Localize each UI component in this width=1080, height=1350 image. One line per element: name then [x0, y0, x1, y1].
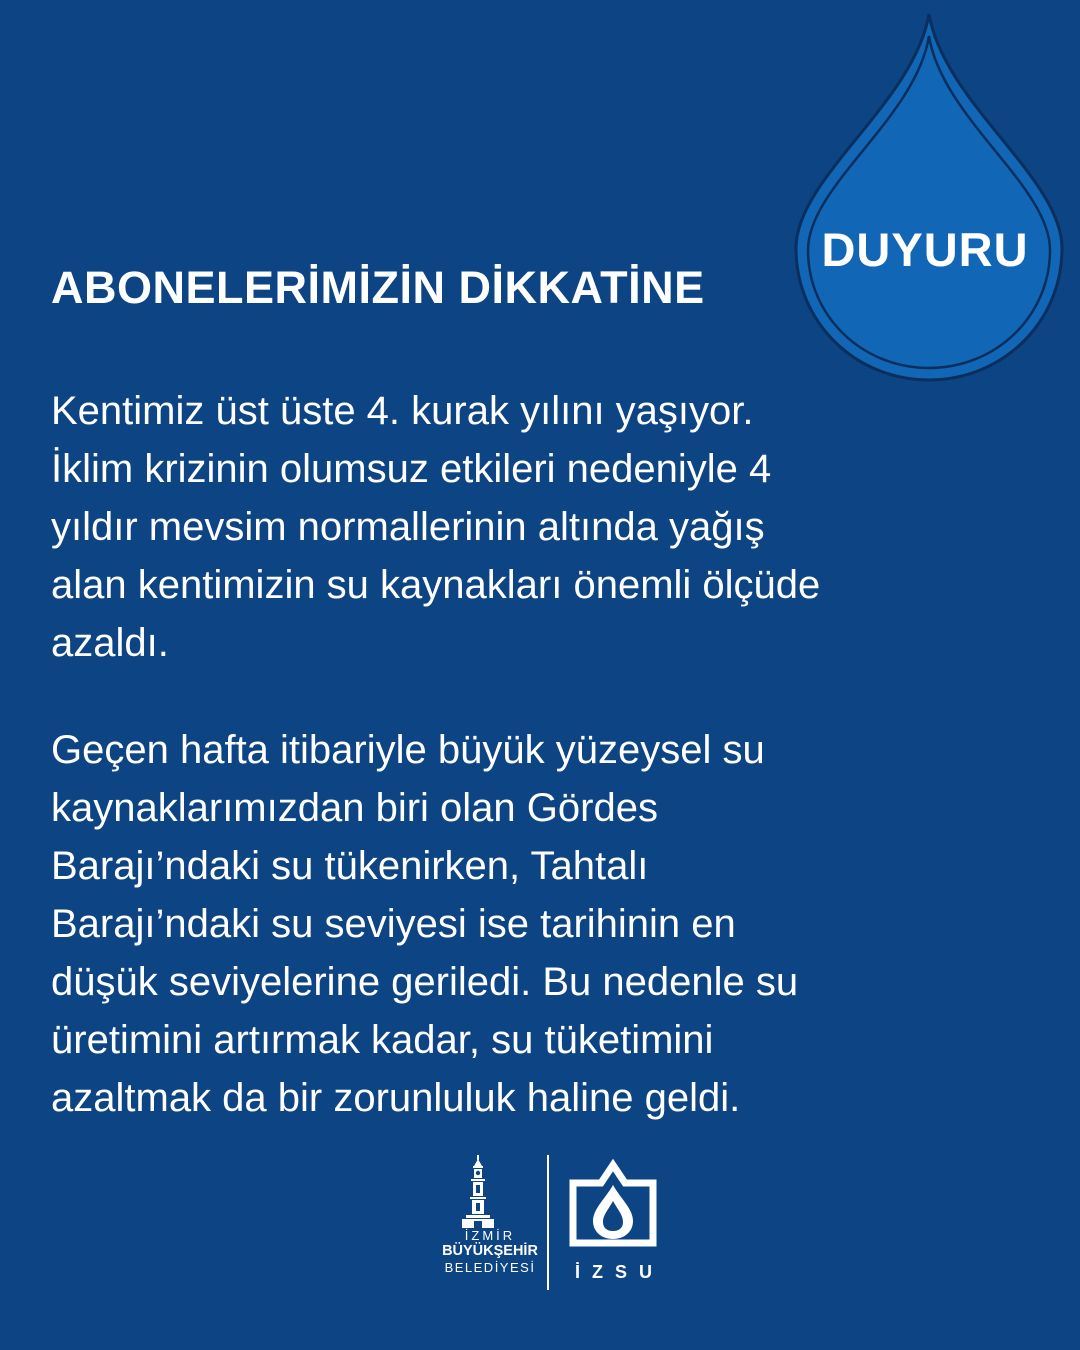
logo-text-belediyesi: BELEDİYESİ — [444, 1260, 536, 1275]
logo-text-izsu: İZSU — [575, 1262, 665, 1282]
headline: ABONELERİMİZİN DİKKATİNE — [51, 262, 705, 313]
izsu-logo — [563, 1150, 663, 1290]
text-line: Barajı’ndaki su tükenirken, Tahtalı — [51, 844, 649, 888]
izmir-buyuksehir-logo — [440, 1150, 540, 1290]
paragraph-dams — [51, 721, 1051, 1127]
text-line: İklim krizinin olumsuz etkileri nedeniyle 4 — [51, 447, 772, 491]
water-drop-icon — [790, 8, 1068, 384]
duyuru-badge-label: DUYURU — [821, 223, 1029, 276]
text-line: Barajı’ndaki su seviyesi ise tarihinin en — [51, 902, 736, 946]
water-drop-square-icon — [565, 1155, 661, 1251]
text-line: alan kentimizin su kaynakları önemli ölçüde — [51, 563, 821, 607]
logo-text-buyuksehir: BÜYÜKŞEHİR — [442, 1243, 538, 1259]
logo-text-izmir: İZMİR — [464, 1228, 516, 1243]
paragraph-drought — [51, 382, 1051, 672]
text-line: düşük seviyelerine geriledi. Bu nedenle su — [51, 960, 799, 1004]
text-line: Kentimiz üst üste 4. kurak yılını yaşıyor. — [51, 389, 754, 433]
text-line: yıldır mevsim normallerinin altında yağış — [51, 505, 765, 549]
text-line: Geçen hafta itibariyle büyük yüzeysel su — [51, 728, 765, 772]
text-line: azaltmak da bir zorunluluk haline geldi. — [51, 1076, 741, 1120]
text-line: üretimini artırmak kadar, su tüketimini — [51, 1018, 714, 1062]
logo-divider — [547, 1155, 549, 1290]
text-line: azaldı. — [51, 621, 169, 665]
text-line: kaynaklarımızdan biri olan Gördes — [51, 786, 658, 830]
clock-tower-icon — [458, 1155, 498, 1235]
footer-logos — [440, 1150, 680, 1300]
